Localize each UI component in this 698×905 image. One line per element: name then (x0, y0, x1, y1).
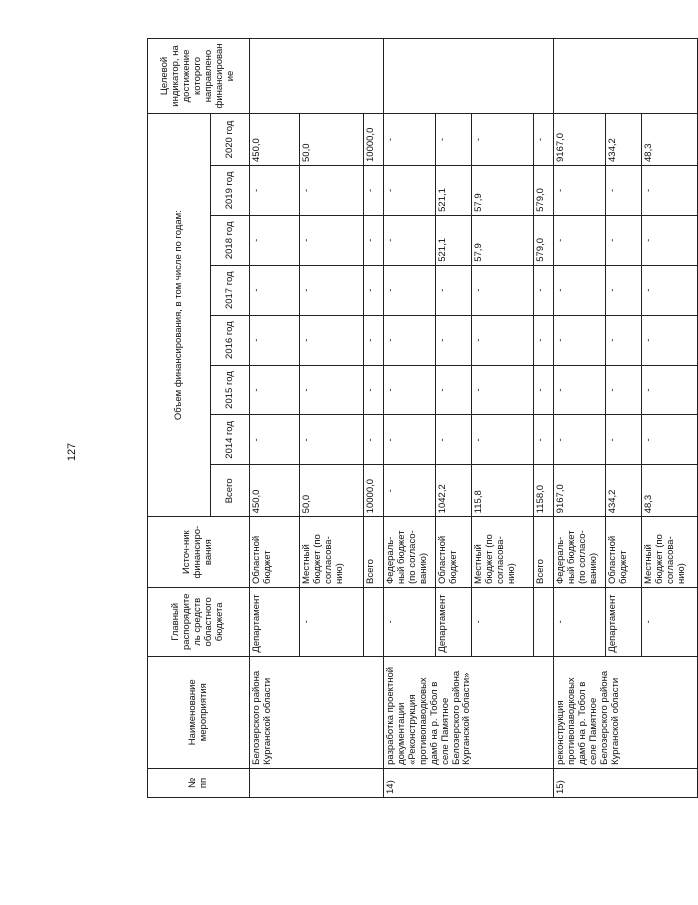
year-cell: - (364, 415, 384, 465)
total-cell: 50,0 (300, 465, 364, 517)
year-cell: - (554, 265, 606, 315)
header-event-name: Наименование мероприятия (148, 656, 250, 768)
total-cell: - (384, 465, 436, 517)
total-cell: 450,0 (250, 465, 300, 517)
total-cell: 115,8 (472, 465, 534, 517)
year-cell: 10000,0 (364, 113, 384, 165)
year-cell: 521,1 (436, 215, 472, 265)
total-cell: 1042,2 (436, 465, 472, 517)
financing-table (147, 38, 698, 798)
year-cell: - (300, 315, 364, 365)
year-cell: - (606, 415, 642, 465)
year-cell: - (606, 265, 642, 315)
manager-cell: Департамент (250, 588, 300, 657)
year-cell: - (642, 315, 698, 365)
year-cell: - (554, 215, 606, 265)
year-cell: - (436, 265, 472, 315)
year-cell: - (384, 265, 436, 315)
year-cell: - (384, 113, 436, 165)
year-cell: - (384, 365, 436, 415)
year-cell: 434,2 (606, 113, 642, 165)
indicator-cell (250, 39, 384, 114)
year-cell: - (364, 165, 384, 215)
year-cell: - (364, 365, 384, 415)
year-cell: - (250, 365, 300, 415)
manager-cell: Департамент (606, 588, 642, 657)
year-cell: - (384, 215, 436, 265)
source-cell: Местный бюджет (по согласова-нию) (300, 517, 364, 588)
source-cell: Областной бюджет (606, 517, 642, 588)
year-cell: - (384, 165, 436, 215)
row-number: 14) (384, 768, 554, 797)
source-cell: Областной бюджет (436, 517, 472, 588)
manager-cell (364, 588, 384, 657)
year-cell: 48,3 (642, 113, 698, 165)
year-cell: 521,1 (436, 165, 472, 215)
total-cell: 9167,0 (554, 465, 606, 517)
event-name: разработка проектной документации «Реконструкция противопаводковых дамб на р. Тобол в селе Памятное Белозерского района Курганской области» (384, 656, 554, 768)
year-cell: - (642, 215, 698, 265)
manager-cell: - (642, 588, 698, 657)
year-cell: 57,9 (472, 215, 534, 265)
year-cell: - (606, 215, 642, 265)
year-cell: - (606, 165, 642, 215)
year-cell: - (642, 265, 698, 315)
year-cell: - (250, 165, 300, 215)
total-cell: 48,3 (642, 465, 698, 517)
source-cell: Местный бюджет (по согласова-нию) (472, 517, 534, 588)
year-cell: - (472, 365, 534, 415)
year-cell: - (250, 315, 300, 365)
source-cell: Федераль-ный бюджет (по согласо-ванию) (384, 517, 436, 588)
header-year: 2020 год (211, 113, 250, 165)
header-indicator: Целевой индикатор, на достижение которого направлено финансирование (148, 39, 250, 114)
year-cell: - (436, 315, 472, 365)
total-cell: 434,2 (606, 465, 642, 517)
source-cell: Всего (364, 517, 384, 588)
header-year: 2017 год (211, 265, 250, 315)
year-cell: - (642, 365, 698, 415)
year-cell: - (436, 415, 472, 465)
header-volume: Объем финансирования, в том числе по годам: (148, 113, 211, 516)
year-cell: - (606, 365, 642, 415)
row-number: 15) (554, 768, 698, 797)
manager-cell: Департамент (436, 588, 472, 657)
year-cell: - (642, 415, 698, 465)
year-cell: - (300, 415, 364, 465)
year-cell: 450,0 (250, 113, 300, 165)
year-cell: 50,0 (300, 113, 364, 165)
year-cell: - (554, 165, 606, 215)
year-cell: - (534, 265, 554, 315)
year-cell: - (300, 215, 364, 265)
source-cell: Всего (534, 517, 554, 588)
year-cell: - (534, 113, 554, 165)
year-cell: 579,0 (534, 165, 554, 215)
year-cell: - (472, 113, 534, 165)
total-cell: 1158,0 (534, 465, 554, 517)
table-row (384, 39, 436, 798)
header-year: 2019 год (211, 165, 250, 215)
total-cell: 10000,0 (364, 465, 384, 517)
year-cell: 9167,0 (554, 113, 606, 165)
year-cell: - (250, 415, 300, 465)
header-total: Всего (211, 465, 250, 517)
year-cell: - (436, 113, 472, 165)
manager-cell (534, 588, 554, 657)
indicator-cell (554, 39, 698, 114)
manager-cell: - (554, 588, 606, 657)
source-cell: Местный бюджет (по согласова-нию) (642, 517, 698, 588)
header-year: 2018 год (211, 215, 250, 265)
header-source: Источ-ник финансиро-вания (148, 517, 250, 588)
year-cell: 57,9 (472, 165, 534, 215)
year-cell: - (300, 265, 364, 315)
year-cell: - (384, 315, 436, 365)
source-cell: Областной бюджет (250, 517, 300, 588)
year-cell: - (642, 165, 698, 215)
year-cell: - (364, 215, 384, 265)
year-cell: 579,0 (534, 215, 554, 265)
year-cell: - (300, 365, 364, 415)
event-name: реконструкция противопаводковых дамб на р. Тобол в селе Памятное Белозерского района Курганской области (554, 656, 698, 768)
header-number: № пп (148, 768, 250, 797)
year-cell: - (364, 315, 384, 365)
table-row (554, 39, 606, 798)
page-number: 127 (66, 442, 78, 462)
year-cell: - (472, 315, 534, 365)
event-name: Белозерского района Курганской области (250, 656, 384, 768)
year-cell: - (606, 315, 642, 365)
year-cell: - (534, 315, 554, 365)
header-year: 2016 год (211, 315, 250, 365)
header-row-1 (148, 39, 211, 798)
row-number (250, 768, 384, 797)
year-cell: - (364, 265, 384, 315)
year-cell: - (534, 415, 554, 465)
year-cell: - (300, 165, 364, 215)
header-manager: Главный распорядитель средств областного бюджета (148, 588, 250, 657)
manager-cell: - (384, 588, 436, 657)
year-cell: - (250, 215, 300, 265)
year-cell: - (384, 415, 436, 465)
rotated-table-container (147, 38, 687, 798)
table-row (250, 39, 300, 798)
year-cell: - (472, 265, 534, 315)
year-cell: - (534, 365, 554, 415)
header-year: 2014 год (211, 415, 250, 465)
year-cell: - (554, 365, 606, 415)
year-cell: - (554, 415, 606, 465)
header-year: 2015 год (211, 365, 250, 415)
source-cell: Федераль-ный бюджет (по согласо-ванию) (554, 517, 606, 588)
manager-cell: - (472, 588, 534, 657)
year-cell: - (436, 365, 472, 415)
year-cell: - (554, 315, 606, 365)
year-cell: - (250, 265, 300, 315)
manager-cell: - (300, 588, 364, 657)
indicator-cell (384, 39, 554, 114)
year-cell: - (472, 415, 534, 465)
